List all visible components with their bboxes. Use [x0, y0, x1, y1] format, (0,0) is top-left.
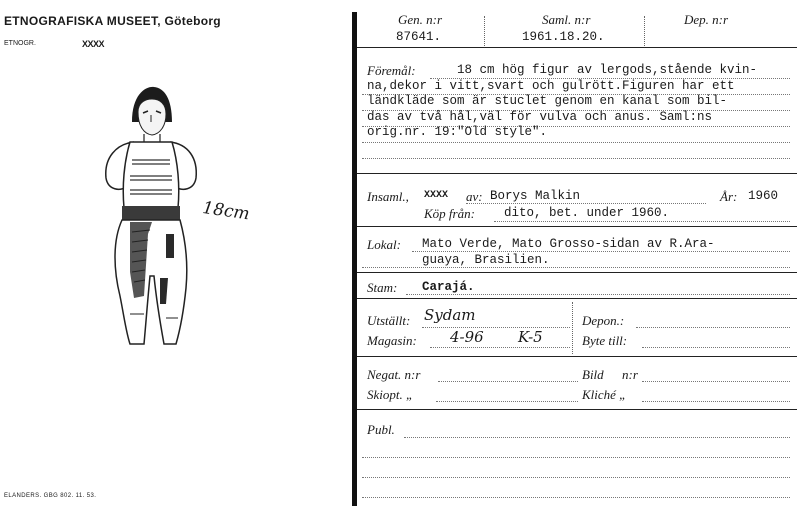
lokal-label: Lokal:: [367, 237, 401, 252]
byte-label: Byte till:: [582, 333, 628, 348]
insaml-ar-label: År:: [720, 189, 738, 204]
line: [362, 142, 790, 143]
publ-label: Publ.: [367, 422, 395, 437]
rule-stam: [357, 298, 797, 299]
magasin-label: Magasin:: [367, 333, 417, 348]
utstallt-value: Sydam: [424, 306, 476, 324]
line: [404, 437, 790, 438]
printer-note: ELANDERS. GBG 802. 11. 53.: [4, 493, 97, 499]
line: [642, 401, 790, 402]
lokal-line-1: Mato Verde, Mato Grosso-sidan av R.Ara-: [422, 237, 715, 251]
figurine-sketch: [90, 82, 210, 362]
bild-nr-label: n:r: [622, 367, 638, 382]
insaml-struck: XXXX: [424, 190, 449, 201]
struck-out-label: XXXX: [82, 39, 105, 49]
kop-label: Köp från:: [424, 206, 475, 221]
line: [406, 294, 790, 295]
card-divider-line: [352, 12, 357, 506]
line: [362, 457, 790, 458]
line: [422, 327, 570, 328]
etnogr-label: ETNOGR.: [4, 40, 36, 47]
line: [436, 401, 578, 402]
rule-negat: [357, 409, 797, 410]
line: [362, 497, 790, 498]
line: [362, 477, 790, 478]
line: [362, 267, 790, 268]
saml-label: Saml. n:r: [542, 12, 591, 27]
line: [636, 327, 790, 328]
kop-value: dito, bet. under 1960.: [504, 206, 670, 220]
saml-value: 1961.18.20.: [522, 30, 605, 44]
rule-foremal: [357, 173, 797, 174]
insaml-ar-value: 1960: [748, 189, 779, 203]
line: [362, 158, 790, 159]
insaml-av-value: Borys Malkin: [490, 189, 581, 203]
foremal-description: [367, 63, 792, 141]
stam-label: Stam:: [367, 280, 398, 295]
foremal-line: 18 cm hög figur av lergods,stående kvin-: [457, 63, 758, 77]
line: [642, 347, 790, 348]
magasin-value-2: K-5: [518, 328, 543, 346]
line: [466, 203, 706, 204]
lokal-line-2: guaya, Brasilien.: [422, 253, 550, 267]
line: [412, 251, 790, 252]
header-separator-1: [484, 16, 485, 46]
insaml-label: Insaml.,: [367, 189, 409, 204]
size-note: 18cm: [201, 198, 251, 225]
dep-label: Dep. n:r: [684, 12, 729, 27]
rule-storage: [357, 356, 797, 357]
kliche-label: Kliché „: [582, 387, 627, 402]
rule-lokal: [357, 272, 797, 273]
rule-insaml: [357, 226, 797, 227]
museum-name: ETNOGRAFISKA MUSEET, Göteborg: [4, 14, 221, 28]
foremal-line: ländkläde som är stuclet genom en kanal som bil-: [367, 94, 728, 108]
foremal-line: orig.nr. 19:"Old style".: [367, 125, 548, 139]
storage-separator: [572, 302, 573, 354]
line: [430, 347, 570, 348]
stam-value: Carajá.: [422, 280, 475, 294]
line: [642, 381, 790, 382]
skiopt-label: Skiopt. „: [367, 387, 414, 402]
foremal-line: das av två hål,väl för vulva och anus. Saml:ns: [367, 109, 713, 124]
foremal-label: Föremål:: [367, 63, 416, 78]
utstallt-label: Utställt:: [367, 313, 411, 328]
bild-label: Bild: [582, 367, 604, 382]
header-separator-2: [644, 16, 645, 46]
foremal-line: na,dekor i vitt,svart och gulrött.Figuren har ett: [367, 78, 735, 93]
gen-label: Gen. n:r: [398, 12, 443, 27]
insaml-av-label: av:: [466, 189, 483, 204]
line: [438, 381, 578, 382]
magasin-value-1: 4-96: [450, 328, 484, 346]
negat-label: Negat. n:r: [367, 367, 421, 382]
gen-value: 87641.: [396, 30, 442, 44]
rule-header: [357, 47, 797, 48]
depon-label: Depon.:: [582, 313, 625, 328]
line: [494, 221, 790, 222]
